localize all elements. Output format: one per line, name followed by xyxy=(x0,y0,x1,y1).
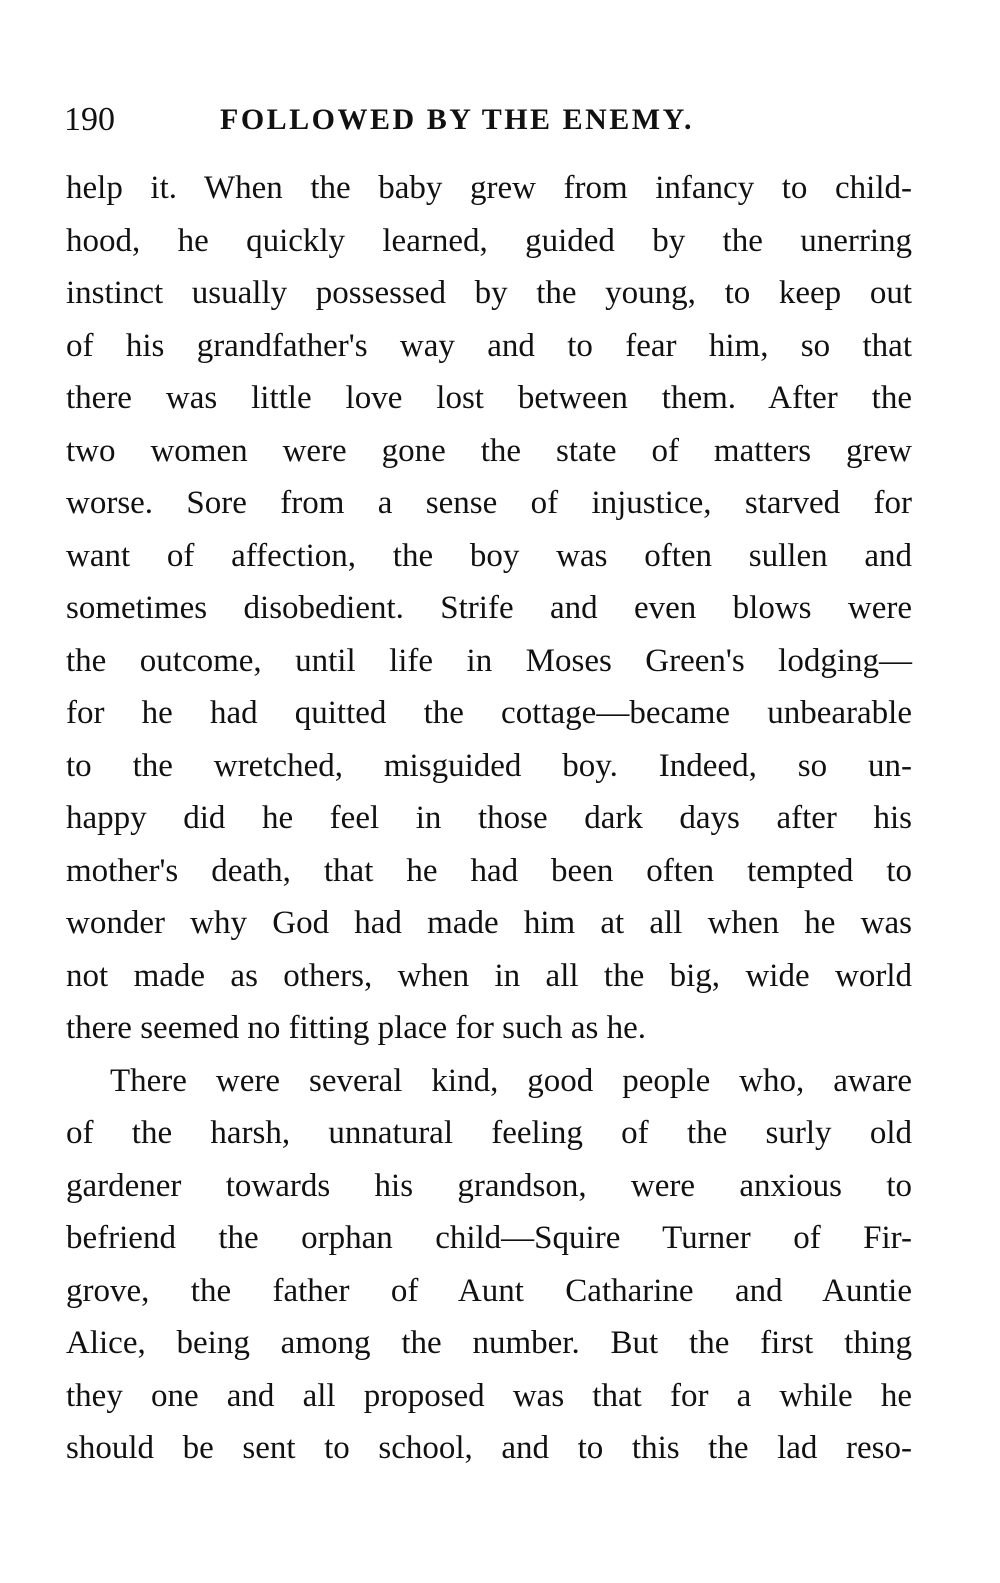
running-title: FOLLOWED BY THE ENEMY. xyxy=(220,103,694,136)
text-line: wonder why God had made him at all when he was xyxy=(66,905,912,941)
text-line: help it. When the baby grew from infancy to child- xyxy=(66,170,912,206)
text-line: to the wretched, misguided boy. Indeed, so un- xyxy=(66,747,912,784)
paragraph-1 xyxy=(66,162,912,1055)
text-line: the outcome, until life in Moses Green's lodging— xyxy=(66,642,912,679)
text-line: grove, the father of Aunt Catharine and Auntie xyxy=(66,1272,912,1309)
text-line: befriend the orphan child—Squire Turner of Fir- xyxy=(66,1220,912,1256)
running-head xyxy=(64,96,914,144)
text-line: there seemed no fitting place for such as he. xyxy=(66,1010,647,1046)
text-line: they one and all proposed was that for a while he xyxy=(66,1377,912,1414)
text-line: there was little love lost between them. After the xyxy=(66,380,912,416)
text-line: not made as others, when in all the big, wide world xyxy=(66,957,912,994)
text-line: two women were gone the state of matters grew xyxy=(66,432,912,469)
text-line: of his grandfather's way and to fear him, so that xyxy=(66,327,912,364)
text-line: worse. Sore from a sense of injustice, starved for xyxy=(66,485,912,521)
text-line: hood, he quickly learned, guided by the unerring xyxy=(66,222,912,259)
text-line: gardener towards his grandson, were anxious to xyxy=(66,1167,912,1204)
text-line: for he had quitted the cottage—became unbearable xyxy=(66,695,912,731)
text-line: want of affection, the boy was often sullen and xyxy=(66,537,912,574)
text-line: sometimes disobedient. Strife and even blows were xyxy=(66,590,912,626)
text-line: There were several kind, good people who, aware xyxy=(110,1062,912,1099)
text-line: instinct usually possessed by the young, to keep out xyxy=(66,275,912,311)
body-text xyxy=(66,162,912,1475)
text-line: happy did he feel in those dark days after his xyxy=(66,800,912,836)
paragraph-2 xyxy=(66,1055,912,1475)
text-line: mother's death, that he had been often tempted to xyxy=(66,852,912,889)
text-line: should be sent to school, and to this the lad reso- xyxy=(66,1430,912,1466)
page-number: 190 xyxy=(64,101,115,138)
text-line: Alice, being among the number. But the first thing xyxy=(66,1325,912,1361)
text-line: of the harsh, unnatural feeling of the surly old xyxy=(66,1115,912,1151)
